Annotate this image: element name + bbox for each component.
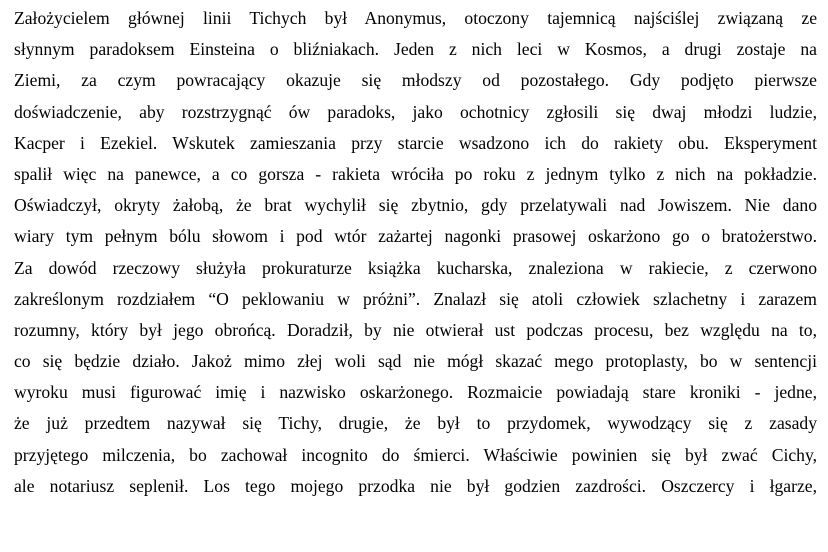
text-line: Założycielem głównej linii Tichych był Anonymus, otoczony tajemnicą najściślej związaną ze: [14, 8, 817, 28]
text-line: rozumny, który był jego obrońcą. Doradził, by nie otwierał ust podczas procesu, bez względu na to,: [14, 319, 817, 340]
text-line: słynnym paradoksem Einsteina o bliźniakach. Jeden z nich leci w Kosmos, a drugi zostaje na: [14, 39, 817, 60]
text-line: doświadczenie, aby rozstrzygnąć ów paradoks, jako ochotnicy zgłosili się dwaj młodzi ludzie,: [14, 101, 817, 122]
text-line: Oświadczył, okryty żałobą, że brat wychylił się zbytnio, gdy przelatywali nad Jowiszem. Nie dano: [14, 195, 817, 216]
document-page: [14, 0, 817, 502]
text-line: wiary tym pełnym bólu słowom i pod wtór zażartej nagonki prasowej oskarżono go o bratożerstwo.: [14, 226, 817, 247]
text-line: Kacper i Ezekiel. Wskutek zamieszania przy starcie wsadzono ich do rakiety obu. Eksperyment: [14, 132, 817, 153]
text-line: że już przedtem nazywał się Tichy, drugie, że był to przydomek, wywodzący się z zasady: [14, 413, 817, 434]
text-line: wyroku musi figurować imię i nazwisko oskarżonego. Rozmaicie powiadają stare kroniki - jedne,: [14, 382, 817, 403]
text-line: ale notariusz seplenił. Los tego mojego przodka nie był godzien zazdrości. Oszczercy i łgarze,: [14, 475, 817, 496]
text-line: zakreślonym rozdziałem “O peklowaniu w próżni”. Znalazł się atoli człowiek szlachetny i zarazem: [14, 288, 817, 309]
text-line: Ziemi, za czym powracający okazuje się młodszy od pozostałego. Gdy podjęto pierwsze: [14, 70, 817, 91]
text-line: co się będzie działo. Jakoż mimo złej woli sąd nie mógł skazać mego protoplasty, bo w sentencji: [14, 351, 817, 372]
text-line: spalił więc na panewce, a co gorsza - rakieta wróciła po roku z jednym tylko z nich na pokładzie.: [14, 163, 817, 184]
text-line: Za dowód rzeczowy służyła prokuraturze książka kucharska, znaleziona w rakiecie, z czerwono: [14, 257, 817, 278]
text-line: przyjętego milczenia, bo zachował incognito do śmierci. Właściwie powinien się był zwać Cichy,: [14, 444, 817, 465]
